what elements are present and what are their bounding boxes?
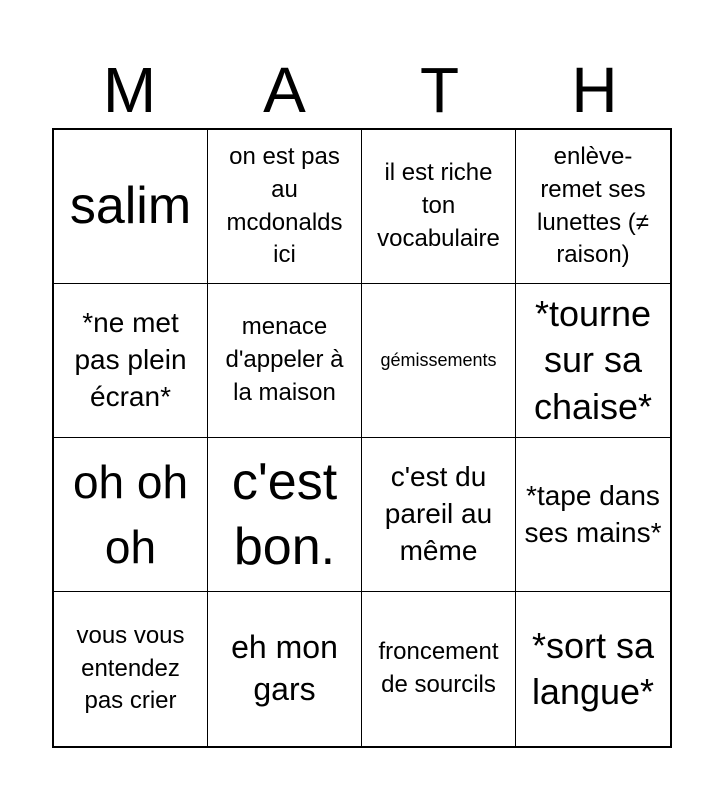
bingo-cell-r1c4[interactable] (516, 130, 670, 284)
header-letter-m: M (102, 54, 157, 126)
bingo-header (52, 52, 672, 128)
cell-label: il est riche ton vocabulaire (377, 159, 500, 252)
bingo-cell-r4c4[interactable] (516, 592, 670, 746)
bingo-cell-r2c3[interactable] (362, 284, 516, 438)
bingo-cell-r2c1[interactable] (54, 284, 208, 438)
cell-label: *ne met pas plein écran* (74, 307, 187, 412)
header-letter-h: H (571, 54, 618, 126)
bingo-cell-r3c2[interactable] (208, 438, 362, 592)
bingo-cell-r2c4[interactable] (516, 284, 670, 438)
bingo-cell-r4c1[interactable] (54, 592, 208, 746)
cell-label: eh mon gars (231, 629, 338, 707)
bingo-cell-r2c2[interactable] (208, 284, 362, 438)
cell-label: salim (69, 177, 192, 235)
cell-label: c'est du pareil au même (384, 461, 493, 566)
cell-label: froncement de sourcils (378, 638, 499, 698)
bingo-cell-r4c3[interactable] (362, 592, 516, 746)
bingo-cell-r3c1[interactable] (54, 438, 208, 592)
cell-label: *tape dans ses mains* (524, 479, 662, 548)
header-letter-a: A (263, 54, 306, 126)
bingo-cell-r3c3[interactable] (362, 438, 516, 592)
bingo-cell-r4c2[interactable] (208, 592, 362, 746)
cell-label: on est pas au mcdonalds ici (226, 142, 343, 269)
bingo-cell-r3c4[interactable] (516, 438, 670, 592)
bingo-board (52, 128, 672, 748)
bingo-cell-r1c2[interactable] (208, 130, 362, 284)
cell-label: c'est bon. (231, 452, 338, 576)
cell-label: gémissements (380, 349, 497, 370)
cell-label: menace d'appeler à la maison (225, 313, 344, 406)
cell-label: *sort sa langue* (531, 624, 655, 712)
header-letter-t: T (419, 54, 460, 126)
cell-label: *tourne sur sa chaise* (533, 293, 653, 427)
bingo-cell-r1c3[interactable] (362, 130, 516, 284)
bingo-cell-r1c1[interactable] (54, 130, 208, 284)
cell-label: oh oh oh (72, 456, 189, 573)
cell-label: vous vous entendez pas crier (76, 621, 185, 715)
cell-label: enlève-remet ses lunettes (≠ raison) (537, 142, 649, 269)
